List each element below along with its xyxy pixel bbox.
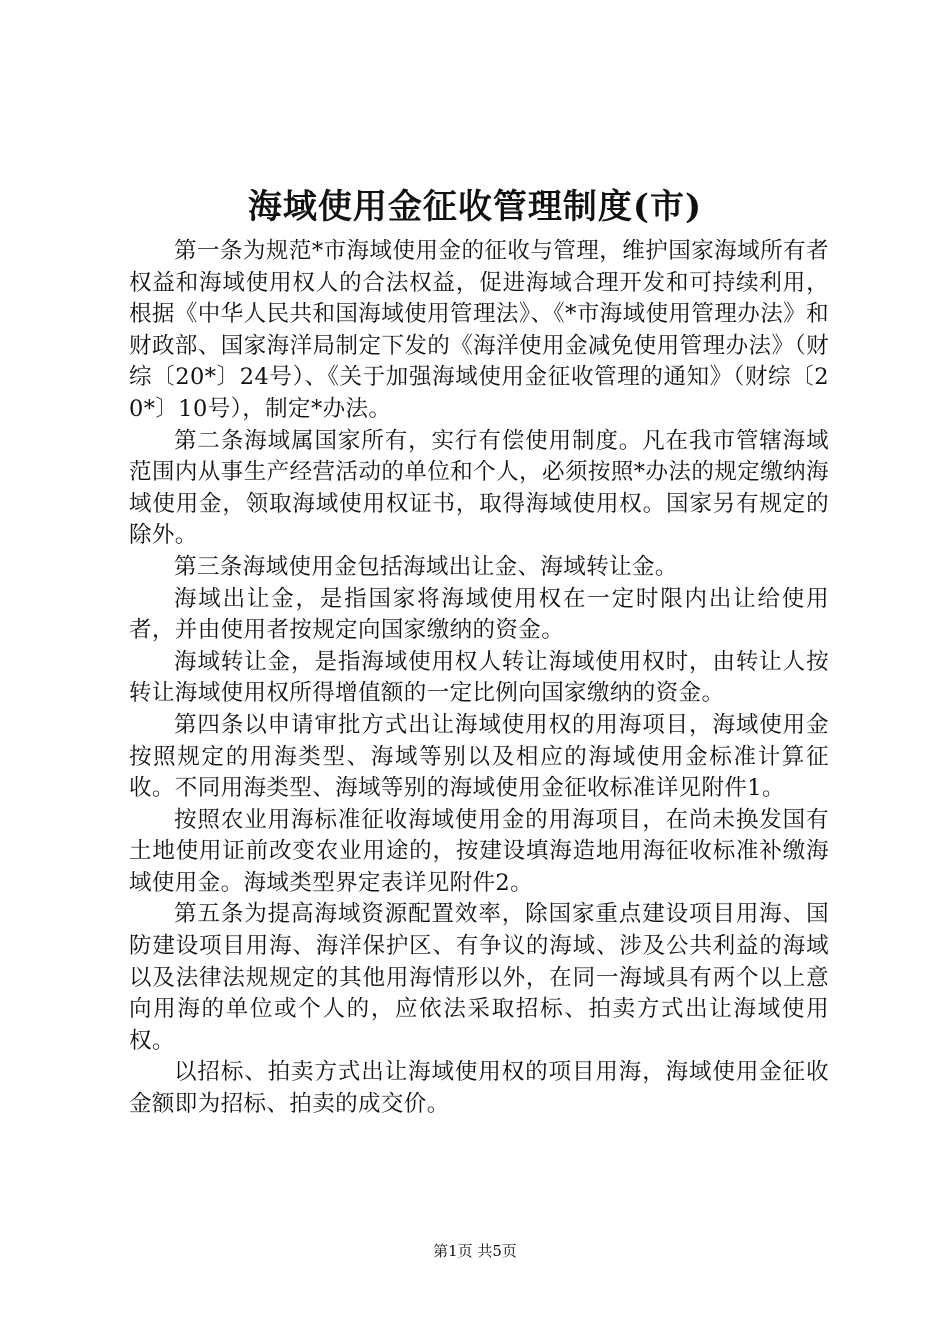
page-number-footer: 第1页 共5页 [433,1242,517,1260]
paragraph-agricultural-use: 按照农业用海标准征收海域使用金的用海项目，在尚未换发国有土地使用证前改变农业用途的，按建设填海造地用海征收标准补缴海域使用金。海域类型界定表详见附件2。 [129,806,829,896]
paragraph-article-4: 第四条以申请审批方式出让海域使用权的用海项目，海域使用金按照规定的用海类型、海域等别以及相应的海域使用金标准计算征收。不同用海类型、海域等别的海域使用金征收标准详见附件1。 [129,711,829,802]
paragraph-article-5: 第五条为提高海域资源配置效率，除国家重点建设项目用海、国防建设项目用海、海洋保护区、有争议的海域、涉及公共利益的海域以及法律法规规定的其他用海情形以外，在同一海域具有两个以上意向用海的单位或个人的，应依法采取招标、拍卖方式出让海域使用权。 [129,901,829,1054]
paragraph-transfer-out-fee: 海域出让金，是指国家将海域使用权在一定时限内出让给使用者，并由使用者按规定向国家缴纳的资金。 [129,585,829,644]
paragraph-transfer-fee: 海域转让金，是指海域使用权人转让海域使用权时，由转让人按转让海域使用权所得增值额的一定比例向国家缴纳的资金。 [129,648,829,707]
document-body [129,236,829,1121]
paragraph-auction-price: 以招标、拍卖方式出让海域使用权的项目用海，海域使用金征收金额即为招标、拍卖的成交价。 [129,1059,829,1118]
paragraph-article-2: 第二条海域属国家所有，实行有偿使用制度。凡在我市管辖海域范围内从事生产经营活动的单位和个人，必须按照*办法的规定缴纳海域使用金，领取海域使用权证书，取得海域使用权。国家另有规定的除外。 [129,427,829,549]
paragraph-article-1: 第一条为规范*市海域使用金的征收与管理，维护国家海域所有者权益和海域使用权人的合法权益，促进海域合理开发和可持续利用，根据《中华人民共和国海域使用管理法》、《*市海域使用管理办法》和财政部、国家海洋局制定下发的《海洋使用金减免使用管理办法》（财综〔20*〕24号）、《关于加强海域使用金征收管理的通知》（财综〔20*〕10号），制定*办法。 [129,238,829,422]
paragraph-article-3: 第三条海域使用金包括海域出让金、海域转让金。 [174,553,678,580]
document-title: 海域使用金征收管理制度(市) [247,187,703,227]
